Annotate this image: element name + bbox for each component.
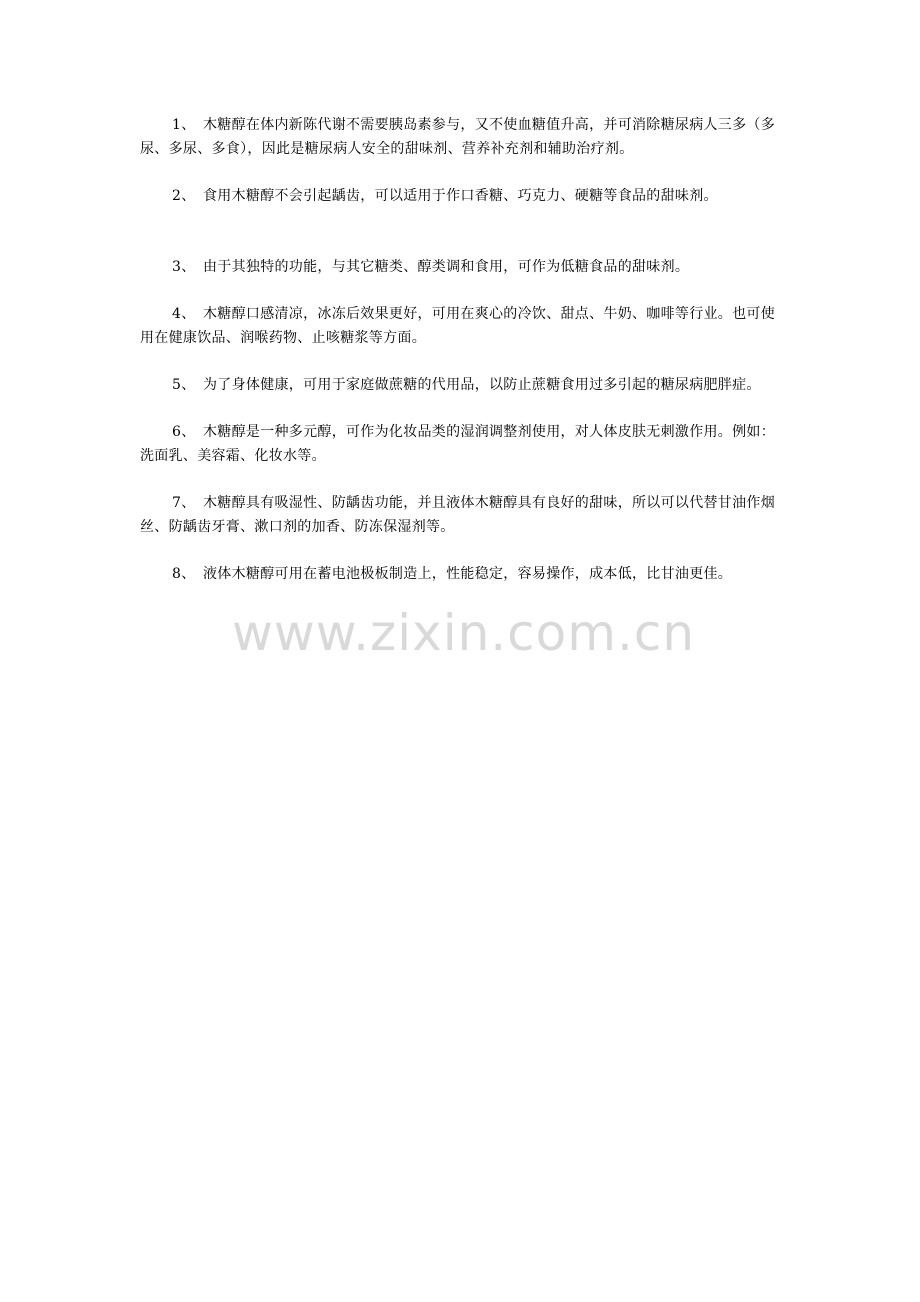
item-text: 木糖醇在体内新陈代谢不需要胰岛素参与，又不使血糖值升高，并可消除糖尿病人三多（多尿、多尿、多食），因此是糖尿病人安全的甜味剂、营养补充剂和辅助治疗剂。: [140, 117, 775, 157]
item-number: 2、: [172, 188, 196, 204]
item-text: 食用木糖醇不会引起龋齿，可以适用于作口香糖、巧克力、硬糖等食品的甜味剂。: [203, 188, 718, 204]
item-number: 5、: [172, 377, 196, 393]
list-item: [140, 184, 788, 208]
list-item: [140, 420, 788, 468]
item-text: 木糖醇口感清凉，冰冻后效果更好，可用在爽心的冷饮、甜点、牛奶、咖啡等行业。也可使用在健康饮品、润喉药物、止咳糖浆等方面。: [140, 306, 775, 346]
list-item: [140, 373, 788, 397]
item-text: 木糖醇具有吸湿性、防龋齿功能，并且液体木糖醇具有良好的甜味，所以可以代替甘油作烟丝、防龋齿牙膏、漱口剂的加香、防冻保湿剂等。: [140, 495, 775, 535]
list-item: [140, 255, 788, 279]
list-item: [140, 491, 788, 539]
list-item: [140, 562, 788, 586]
list-item: [140, 113, 788, 161]
item-number: 4、: [172, 306, 196, 322]
item-text: 木糖醇是一种多元醇，可作为化妆品类的湿润调整剂使用，对人体皮肤无刺激作用。例如：洗面乳、美容霜、化妆水等。: [140, 424, 775, 464]
item-number: 6、: [172, 424, 196, 440]
item-text: 由于其独特的功能，与其它糖类、醇类调和食用，可作为低糖食品的甜味剂。: [203, 259, 690, 275]
list-item: [140, 302, 788, 350]
item-number: 8、: [172, 566, 196, 582]
watermark: www.zixin.com.cn: [232, 604, 696, 662]
item-text: 为了身体健康，可用于家庭做蔗糖的代用品，以防止蔗糖食用过多引起的糖尿病肥胖症。: [203, 377, 761, 393]
document-body: [140, 113, 788, 609]
item-number: 1、: [172, 117, 196, 133]
item-number: 7、: [172, 495, 196, 511]
item-number: 3、: [172, 259, 196, 275]
item-text: 液体木糖醇可用在蓄电池极板制造上，性能稳定，容易操作，成本低，比甘油更佳。: [203, 566, 733, 582]
